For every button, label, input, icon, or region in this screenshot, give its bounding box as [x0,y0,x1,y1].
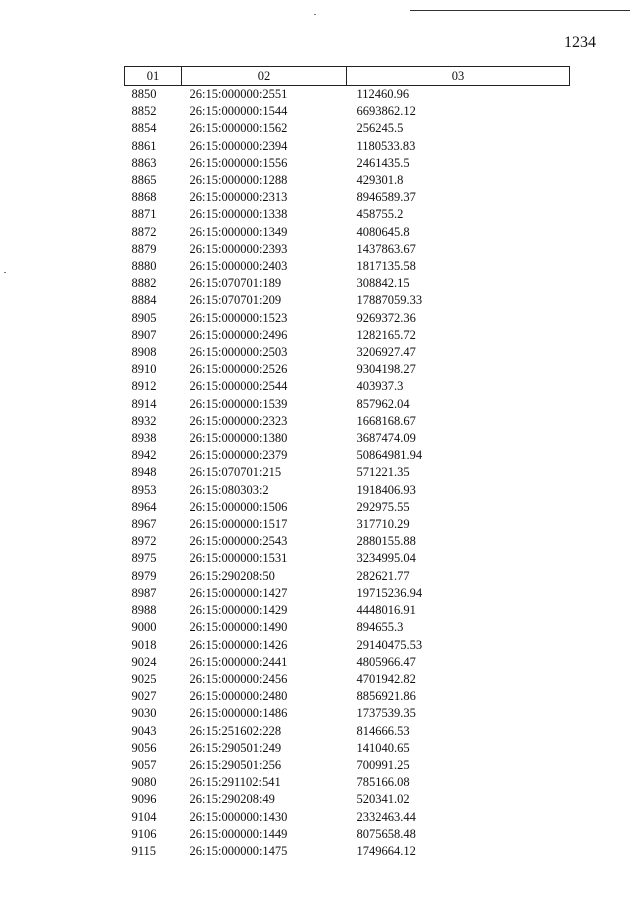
cell-value: 6693862.12 [356,104,416,119]
table-row [125,224,570,241]
cell-cadastral-number: 26:15:291102:541 [189,775,281,790]
table-body [125,86,570,861]
table-row [125,464,570,481]
cell-cadastral-number: 26:15:000000:1288 [189,173,288,188]
cell-cadastral-number: 26:15:000000:1539 [189,396,288,411]
cell-cadastral-number: 26:15:000000:1427 [189,585,288,600]
table-row [125,654,570,671]
column-header-01: 01 [125,67,182,86]
cell-cadastral-number: 26:15:000000:2323 [189,413,288,428]
cell-value: 8075658.48 [356,826,416,841]
cell-cadastral-number: 26:15:000000:2403 [189,259,288,274]
table-row [125,86,570,104]
cell-value: 857962.04 [356,396,410,411]
cell-id: 8942 [131,448,157,463]
cell-cadastral-number: 26:15:000000:1430 [189,809,288,824]
table-row [125,516,570,533]
table-row [125,619,570,636]
cell-value: 520341.02 [356,792,410,807]
cell-value: 1668168.67 [356,413,416,428]
cell-value: 429301.8 [356,173,404,188]
cell-value: 141040.65 [356,740,410,755]
cell-cadastral-number: 26:15:000000:1506 [189,499,288,514]
table-row [125,826,570,843]
cell-cadastral-number: 26:15:000000:2313 [189,190,288,205]
cell-value: 50864981.94 [356,448,423,463]
cell-cadastral-number: 26:15:000000:1380 [189,431,288,446]
cell-cadastral-number: 26:15:000000:2480 [189,689,288,704]
page-number: 1234 [564,34,596,51]
cell-id: 9056 [131,740,157,755]
table-row [125,568,570,585]
cell-cadastral-number: 26:15:000000:2456 [189,671,288,686]
cell-value: 2332463.44 [356,809,416,824]
cell-cadastral-number: 26:15:290208:50 [189,568,275,583]
table-row [125,757,570,774]
table-row [125,791,570,808]
table-row [125,705,570,722]
cell-value: 2880155.88 [356,534,416,549]
cell-cadastral-number: 26:15:000000:1556 [189,155,288,170]
table-row [125,671,570,688]
table-row [125,550,570,567]
cell-id: 8938 [131,431,157,446]
cell-cadastral-number: 26:15:000000:1517 [189,517,288,532]
cell-cadastral-number: 26:15:000000:2543 [189,534,288,549]
table-row [125,292,570,309]
cell-id: 8967 [131,517,157,532]
cell-value: 403937.3 [356,379,404,394]
cell-cadastral-number: 26:15:000000:1426 [189,637,288,652]
table-row [125,189,570,206]
cell-id: 8871 [131,207,157,222]
cell-id: 8872 [131,224,157,239]
table-row [125,602,570,619]
cell-value: 308842.15 [356,276,410,291]
table-row [125,482,570,499]
cell-cadastral-number: 26:15:000000:1562 [189,121,288,136]
cell-cadastral-number: 26:15:290208:49 [189,792,275,807]
cell-id: 9025 [131,671,157,686]
table-row [125,688,570,705]
cell-value: 29140475.53 [356,637,423,652]
cell-id: 9096 [131,792,157,807]
cell-id: 9115 [131,843,157,858]
cell-value: 458755.2 [356,207,404,222]
cell-value: 4448016.91 [356,603,416,618]
cell-value: 292975.55 [356,499,410,514]
data-table [124,66,570,860]
scan-speck [4,272,6,273]
cell-id: 8953 [131,482,157,497]
cell-id: 8882 [131,276,157,291]
cell-value: 4080645.8 [356,224,410,239]
table-row [125,361,570,378]
cell-id: 9018 [131,637,157,652]
cell-id: 9000 [131,620,157,635]
cell-cadastral-number: 26:15:000000:2496 [189,327,288,342]
cell-id: 8932 [131,413,157,428]
cell-id: 8908 [131,345,157,360]
cell-value: 3687474.09 [356,431,416,446]
column-header-02: 02 [182,67,347,86]
cell-id: 8861 [131,138,157,153]
cell-id: 9106 [131,826,157,841]
cell-cadastral-number: 26:15:000000:2526 [189,362,288,377]
cell-value: 9304198.27 [356,362,416,377]
cell-id: 8905 [131,310,157,325]
cell-value: 317710.29 [356,517,410,532]
cell-value: 19715236.94 [356,585,423,600]
cell-id: 9030 [131,706,157,721]
cell-id: 9057 [131,757,157,772]
cell-value: 2461435.5 [356,155,410,170]
cell-cadastral-number: 26:15:000000:1531 [189,551,288,566]
cell-value: 3234995.04 [356,551,416,566]
cell-id: 8854 [131,121,157,136]
cell-id: 9043 [131,723,157,738]
table-row [125,447,570,464]
table-row [125,533,570,550]
cell-value: 894655.3 [356,620,404,635]
table-row [125,310,570,327]
table-row [125,430,570,447]
cell-cadastral-number: 26:15:000000:2379 [189,448,288,463]
table-row [125,206,570,223]
cell-cadastral-number: 26:15:070701:215 [189,465,282,480]
table-row [125,637,570,654]
cell-id: 8865 [131,173,157,188]
cell-value: 700991.25 [356,757,410,772]
cell-value: 1282165.72 [356,327,416,342]
cell-cadastral-number: 26:15:251602:228 [189,723,282,738]
table-row [125,155,570,172]
table-row [125,138,570,155]
cell-cadastral-number: 26:15:000000:1490 [189,620,288,635]
cell-id: 9104 [131,809,157,824]
cell-id: 8852 [131,104,157,119]
cell-id: 8912 [131,379,157,394]
cell-id: 8850 [131,87,157,101]
cell-id: 9027 [131,689,157,704]
cell-value: 785166.08 [356,775,410,790]
cell-cadastral-number: 26:15:000000:2393 [189,241,288,256]
cell-cadastral-number: 26:15:080303:2 [189,482,269,497]
cell-value: 256245.5 [356,121,404,136]
cell-value: 4701942.82 [356,671,416,686]
table-row [125,120,570,137]
cell-id: 8863 [131,155,157,170]
column-header-03: 03 [347,67,570,86]
cell-id: 8987 [131,585,157,600]
cell-id: 9080 [131,775,157,790]
cell-cadastral-number: 26:15:000000:2551 [189,87,288,101]
table-row [125,585,570,602]
cell-cadastral-number: 26:15:000000:2394 [189,138,288,153]
table-row [125,172,570,189]
cell-value: 112460.96 [356,87,410,101]
table-row [125,809,570,826]
cell-value: 17887059.33 [356,293,423,308]
table-row [125,103,570,120]
table-row [125,396,570,413]
cell-id: 8964 [131,499,157,514]
cell-cadastral-number: 26:15:000000:1449 [189,826,288,841]
cell-cadastral-number: 26:15:070701:209 [189,293,282,308]
cell-value: 1918406.93 [356,482,416,497]
top-rule [410,10,630,11]
table-row [125,258,570,275]
table-row [125,327,570,344]
cell-id: 8880 [131,259,157,274]
cell-value: 1180533.83 [356,138,416,153]
table-row [125,740,570,757]
cell-value: 282621.77 [356,568,410,583]
cell-cadastral-number: 26:15:000000:2503 [189,345,288,360]
table-header-row [125,67,570,86]
cell-cadastral-number: 26:15:000000:1486 [189,706,288,721]
table-row [125,344,570,361]
cell-value: 1437863.67 [356,241,416,256]
cell-id: 8884 [131,293,157,308]
cell-cadastral-number: 26:15:000000:1338 [189,207,288,222]
cell-value: 571221.35 [356,465,410,480]
cell-cadastral-number: 26:15:000000:1475 [189,843,288,858]
cell-cadastral-number: 26:15:000000:2441 [189,654,288,669]
cell-cadastral-number: 26:15:290501:256 [189,757,282,772]
cell-id: 8910 [131,362,157,377]
cell-value: 1817135.58 [356,259,416,274]
table-row [125,843,570,860]
cell-value: 1749664.12 [356,843,416,858]
cell-id: 8972 [131,534,157,549]
cell-id: 8879 [131,241,157,256]
table-row [125,774,570,791]
cell-value: 3206927.47 [356,345,416,360]
table-row [125,241,570,258]
cell-id: 8907 [131,327,157,342]
cell-cadastral-number: 26:15:000000:1523 [189,310,288,325]
cell-id: 9024 [131,654,157,669]
scan-speck [314,14,316,15]
table-row [125,413,570,430]
cell-cadastral-number: 26:15:070701:189 [189,276,282,291]
table-row [125,275,570,292]
cell-value: 4805966.47 [356,654,416,669]
cell-id: 8988 [131,603,157,618]
cell-cadastral-number: 26:15:000000:1349 [189,224,288,239]
cell-value: 1737539.35 [356,706,416,721]
cell-cadastral-number: 26:15:000000:1429 [189,603,288,618]
cell-id: 8979 [131,568,157,583]
cell-cadastral-number: 26:15:000000:1544 [189,104,288,119]
table-row [125,378,570,395]
cell-cadastral-number: 26:15:290501:249 [189,740,282,755]
cell-value: 8856921.86 [356,689,416,704]
cell-id: 8948 [131,465,157,480]
table-row [125,499,570,516]
cell-value: 814666.53 [356,723,410,738]
cell-value: 8946589.37 [356,190,416,205]
cell-cadastral-number: 26:15:000000:2544 [189,379,288,394]
table-row [125,723,570,740]
cell-value: 9269372.36 [356,310,416,325]
cell-id: 8914 [131,396,157,411]
cell-id: 8868 [131,190,157,205]
cell-id: 8975 [131,551,157,566]
